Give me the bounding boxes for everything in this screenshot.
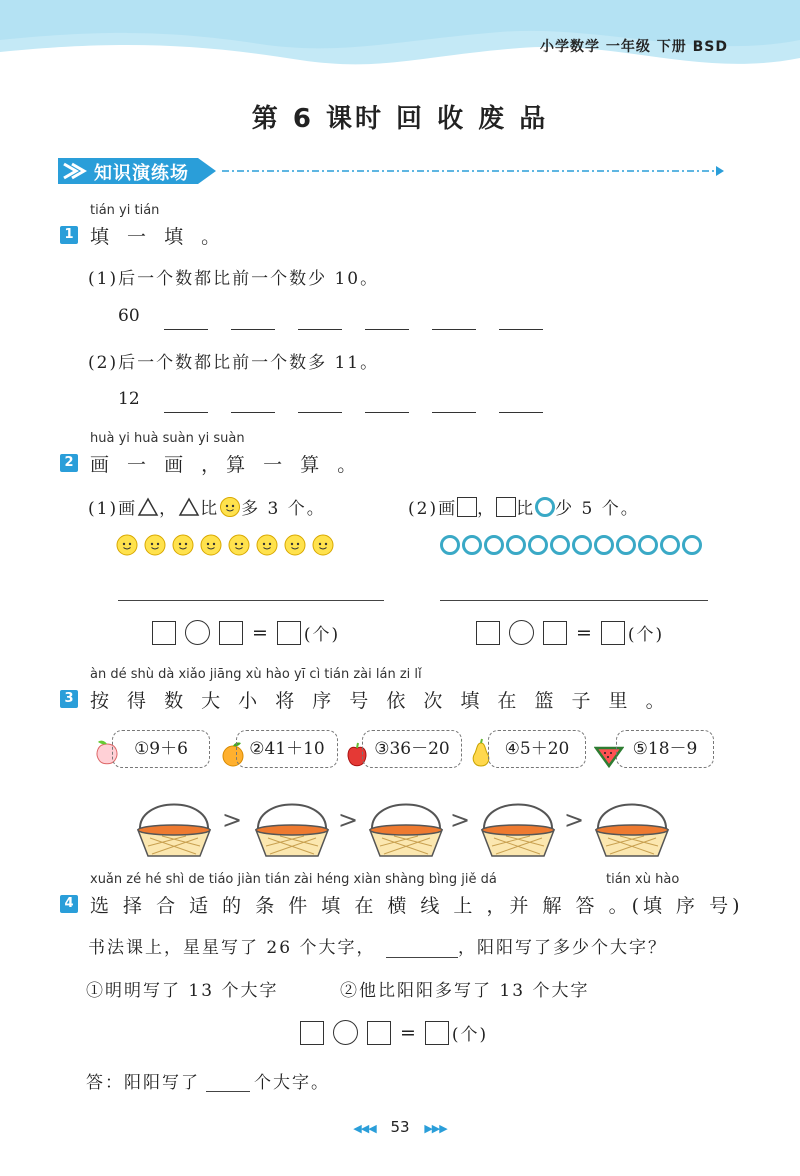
unit-label: (个) bbox=[451, 1025, 489, 1045]
q2-number: 2 bbox=[60, 454, 78, 472]
ring-icon bbox=[528, 535, 548, 555]
answer-box[interactable] bbox=[543, 621, 567, 645]
q4-problem-start: 书法课上，星星写了 26 个大字， bbox=[88, 938, 376, 958]
q4-answer-start: 答：阳阳写了 bbox=[86, 1073, 200, 1093]
q2-part1-bi: 比 bbox=[200, 499, 220, 519]
basket-3[interactable] bbox=[366, 786, 446, 862]
q1-part1-blank-5[interactable] bbox=[432, 328, 476, 330]
page-number: 53 bbox=[390, 1118, 410, 1136]
q2-part1-prompt bbox=[88, 494, 326, 519]
answer-box[interactable] bbox=[425, 1021, 449, 1045]
operator-circle[interactable] bbox=[185, 620, 210, 645]
smiley-icon bbox=[312, 534, 334, 556]
expression-card-2: ②41＋10 bbox=[236, 730, 338, 768]
q1-part1-blank-6[interactable] bbox=[499, 328, 543, 330]
ring-icon bbox=[484, 535, 504, 555]
page-footer bbox=[0, 1118, 800, 1136]
q2-title: 画 一 画 ，算 一 算 。 bbox=[90, 454, 363, 476]
q2-part1-draw-line[interactable] bbox=[118, 599, 384, 601]
greater-than-sign: > bbox=[222, 806, 243, 834]
ring-icon bbox=[682, 535, 702, 555]
smiley-icon bbox=[284, 534, 306, 556]
q1-part2-start: 12 bbox=[118, 389, 140, 409]
q4-answer-blank[interactable] bbox=[206, 1090, 250, 1092]
q3-title: 按 得 数 大 小 将 序 号 依 次 填 在 篮 子 里 。 bbox=[90, 690, 671, 712]
q2-part1-pre: (1)画 bbox=[88, 499, 138, 519]
expression-card-1: ①9＋6 bbox=[112, 730, 210, 768]
q1-part2-blank-2[interactable] bbox=[231, 411, 275, 413]
answer-box[interactable] bbox=[300, 1021, 324, 1045]
q3-number: 3 bbox=[60, 690, 78, 708]
equals-sign: = bbox=[252, 621, 268, 644]
expression-card-3: ③36－20 bbox=[362, 730, 462, 768]
q1-part2-blank-5[interactable] bbox=[432, 411, 476, 413]
q2-pinyin: huà yi huà suàn yi suàn bbox=[90, 431, 245, 446]
ring-icon bbox=[550, 535, 570, 555]
q1-title: 填 一 填 。 bbox=[90, 226, 227, 248]
unit-label: (个) bbox=[627, 625, 665, 645]
section-label: 知识演练场 bbox=[94, 163, 189, 184]
smiley-icon bbox=[256, 534, 278, 556]
smiley-row bbox=[116, 534, 334, 556]
q4-pinyin: xuǎn zé hé shì de tiáo jiàn tián zài héng xiàn shàng bìng jiě dá bbox=[90, 872, 497, 887]
q1-pinyin: tián yi tián bbox=[90, 203, 160, 218]
answer-box[interactable] bbox=[277, 621, 301, 645]
q1-part1-blank-1[interactable] bbox=[164, 328, 208, 330]
triangle-icon bbox=[137, 497, 159, 517]
q2-part2-comma: ， bbox=[477, 499, 497, 519]
q2-part2-post: 少 5 个。 bbox=[555, 499, 640, 519]
smiley-icon bbox=[200, 534, 222, 556]
equals-sign: = bbox=[576, 621, 592, 644]
square-icon bbox=[457, 497, 477, 517]
q2-part1-post: 多 3 个。 bbox=[241, 499, 326, 519]
smiley-icon bbox=[172, 534, 194, 556]
greater-than-sign: > bbox=[564, 806, 585, 834]
next-arrows-icon: ▶▶▶ bbox=[424, 1122, 447, 1135]
q4-option-1: ①明明写了 13 个大字 bbox=[86, 981, 279, 1001]
smiley-icon bbox=[144, 534, 166, 556]
lesson-title: 第 6 课时 回 收 废 品 bbox=[251, 104, 549, 134]
ring-icon bbox=[638, 535, 658, 555]
prev-arrows-icon: ◀◀◀ bbox=[353, 1122, 376, 1135]
ring-icon bbox=[660, 535, 680, 555]
series-label: 小学数学 一年级 下册 BSD bbox=[540, 39, 728, 55]
q2-part2-draw-line[interactable] bbox=[440, 599, 708, 601]
q1-part2-blank-1[interactable] bbox=[164, 411, 208, 413]
answer-box[interactable] bbox=[601, 621, 625, 645]
unit-label: (个) bbox=[303, 625, 341, 645]
q2-part2-equation bbox=[476, 620, 664, 645]
answer-box[interactable] bbox=[367, 1021, 391, 1045]
q2-part2-bi: 比 bbox=[516, 499, 536, 519]
square-icon bbox=[496, 497, 516, 517]
answer-box[interactable] bbox=[219, 621, 243, 645]
q4-equation bbox=[300, 1020, 488, 1045]
basket-2[interactable] bbox=[252, 786, 332, 862]
ring-row bbox=[440, 535, 702, 555]
q4-pinyin-2: tián xù hào bbox=[606, 872, 680, 887]
basket-4[interactable] bbox=[478, 786, 558, 862]
q4-answer-end: 个大字。 bbox=[254, 1073, 330, 1093]
operator-circle[interactable] bbox=[509, 620, 534, 645]
expression-card-4: ④5＋20 bbox=[488, 730, 586, 768]
q1-number: 1 bbox=[60, 226, 78, 244]
q1-part2-text: (2)后一个数都比前一个数多 11。 bbox=[88, 353, 380, 373]
q2-part1-comma: ， bbox=[159, 499, 179, 519]
ring-icon bbox=[594, 535, 614, 555]
q4-title: 选 择 合 适 的 条 件 填 在 横 线 上 ，并 解 答 。(填 序 号) bbox=[90, 895, 744, 917]
q1-part1-blank-3[interactable] bbox=[298, 328, 342, 330]
q3-pinyin: àn dé shù dà xiǎo jiāng xù hào yī cì tián zài lán zi lǐ bbox=[90, 667, 422, 682]
answer-box[interactable] bbox=[476, 621, 500, 645]
q1-part2-blank-3[interactable] bbox=[298, 411, 342, 413]
q2-part1-equation bbox=[152, 620, 340, 645]
ring-icon bbox=[535, 497, 555, 517]
q4-number: 4 bbox=[60, 895, 78, 913]
expression-card-5: ⑤18－9 bbox=[616, 730, 714, 768]
basket-1[interactable] bbox=[134, 786, 214, 862]
q4-option-2: ②他比阳阳多写了 13 个大字 bbox=[340, 981, 590, 1001]
q1-part1-text: (1)后一个数都比前一个数少 10。 bbox=[88, 269, 380, 289]
smiley-icon bbox=[228, 534, 250, 556]
ring-icon bbox=[616, 535, 636, 555]
triangle-icon bbox=[178, 497, 200, 517]
greater-than-sign: > bbox=[338, 806, 359, 834]
ring-icon bbox=[506, 535, 526, 555]
ring-icon bbox=[440, 535, 460, 555]
q1-part1-start: 60 bbox=[118, 306, 140, 326]
answer-box[interactable] bbox=[152, 621, 176, 645]
ring-icon bbox=[572, 535, 592, 555]
q1-part1-blank-4[interactable] bbox=[365, 328, 409, 330]
ring-icon bbox=[462, 535, 482, 555]
q2-part2-pre: (2)画 bbox=[408, 499, 458, 519]
smiley-icon bbox=[219, 496, 241, 518]
greater-than-sign: > bbox=[450, 806, 471, 834]
q2-part2-prompt bbox=[408, 494, 640, 519]
q1-part2-blank-6[interactable] bbox=[499, 411, 543, 413]
q1-part2-blank-4[interactable] bbox=[365, 411, 409, 413]
q4-problem-end: ，阳阳写了多少个大字？ bbox=[458, 938, 667, 958]
q4-condition-blank[interactable] bbox=[386, 956, 458, 958]
operator-circle[interactable] bbox=[333, 1020, 358, 1045]
equals-sign: = bbox=[400, 1021, 416, 1044]
q1-part1-blank-2[interactable] bbox=[231, 328, 275, 330]
smiley-icon bbox=[116, 534, 138, 556]
basket-5[interactable] bbox=[592, 786, 672, 862]
